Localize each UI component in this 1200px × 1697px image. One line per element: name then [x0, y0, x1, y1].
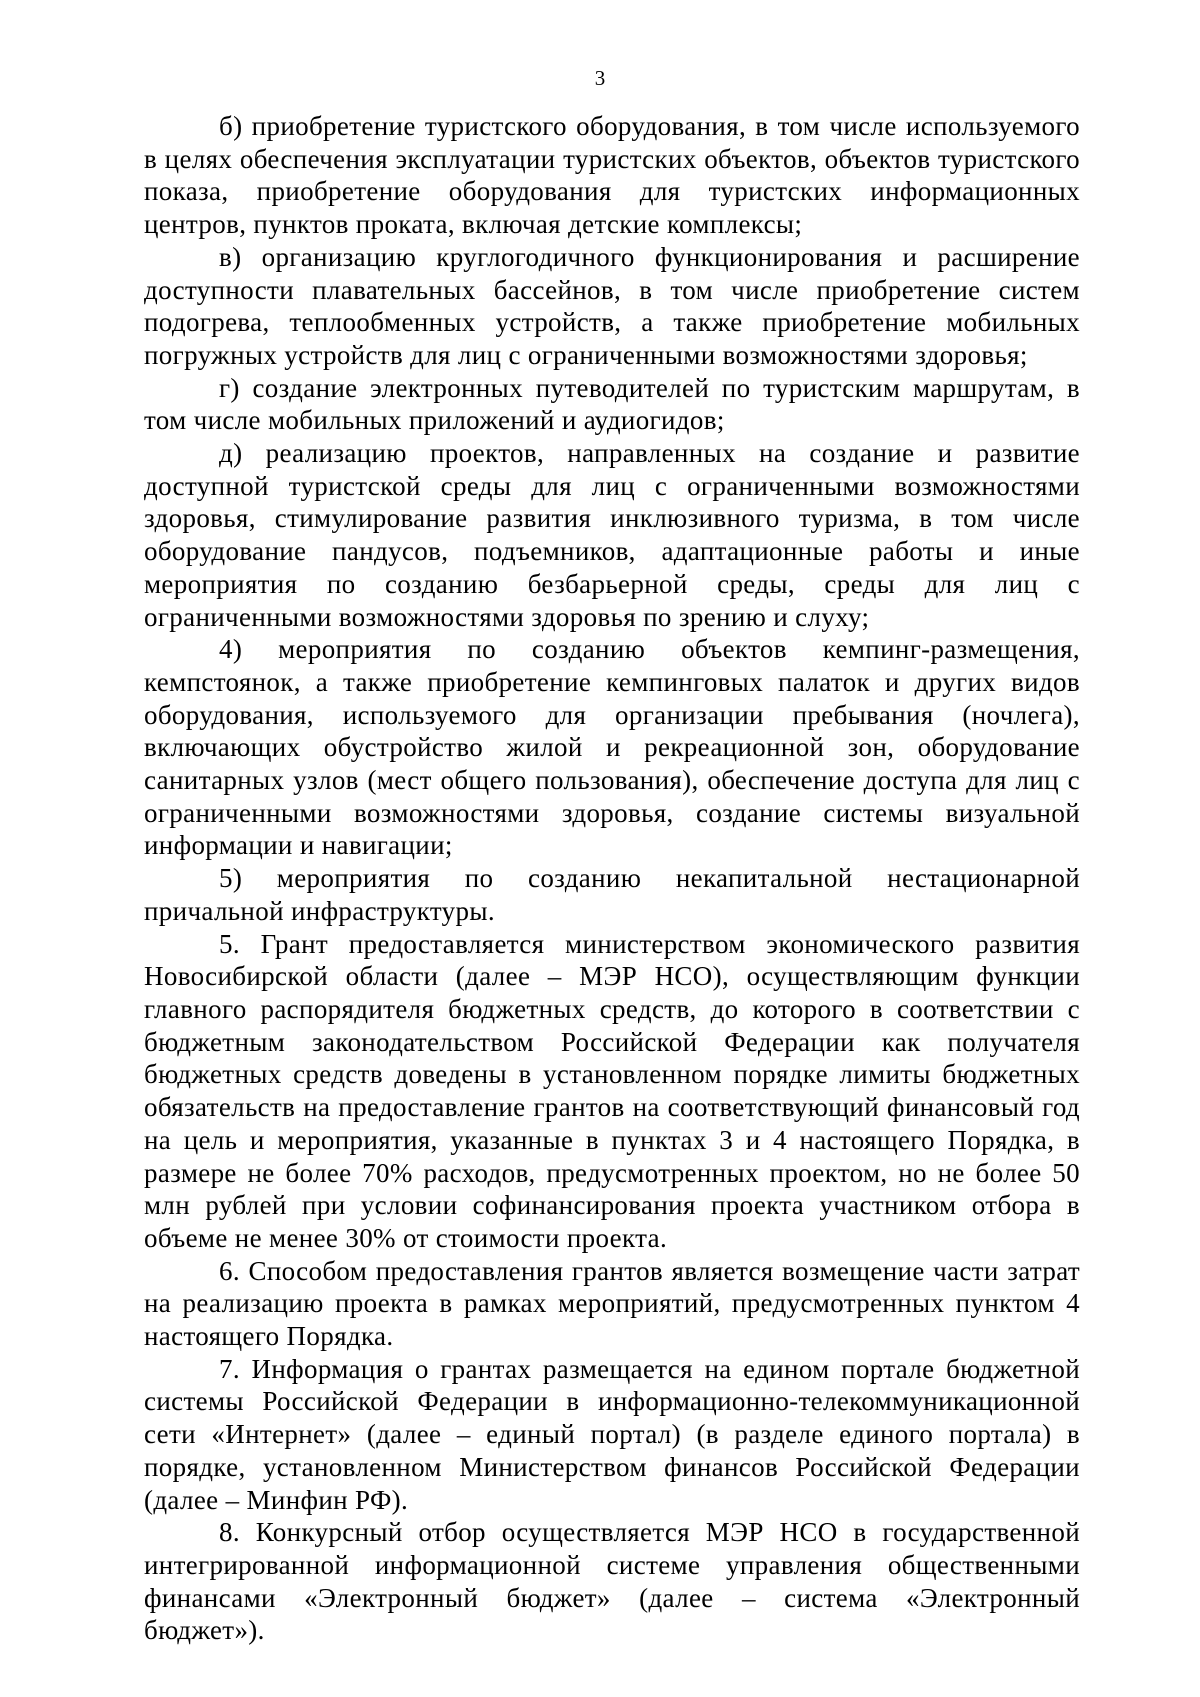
paragraph-item-5-mooring-infrastructure: 5) мероприятия по созданию некапитальной нестационарной причальной инфраструктуры.: [144, 863, 1080, 926]
paragraph-item-g-electronic-guides: г) создание электронных путеводителей по туристским маршрутам, в том числе мобильных приложений и аудиогидов;: [144, 372, 1080, 436]
paragraph-clause-6-grant-method: 6. Способом предоставления грантов является возмещение части затрат на реализацию проекта в рамках мероприятий, предусмотренных пунктом 4 настоящего Порядка.: [144, 1255, 1080, 1352]
paragraph-item-b-tourist-equipment: б) приобретение туристского оборудования, в том числе используемого в целях обеспечения эксплуатации туристских объектов, объектов туристского показа, приобретение оборудования для туристских информационных центров, пунктов проката, включая детские комплексы;: [144, 111, 1080, 240]
paragraph-item-4-camping: 4) мероприятия по созданию объектов кемпинг-размещения, кемпстоянок, а также приобретение кемпинговых палаток и других видов оборудования, используемого для организации пребывания (ночлега), включающих обустройство жилой и рекреационной зон, оборудование санитарных узлов (мест общего пользования), обеспечение доступа для лиц с ограниченными возможностями здоровья, создание системы визуальной информации и навигации;: [144, 634, 1080, 861]
paragraph-clause-7-grant-information: 7. Информация о грантах размещается на едином портале бюджетной системы Российской Федерации в информационно-телекоммуникационной сети «Интернет» (далее – единый портал) (в разделе единого портала) в порядке, установленном Министерством финансов Российской Федерации (далее – Минфин РФ).: [144, 1353, 1080, 1515]
paragraph-clause-5-grant-provision: 5. Грант предоставляется министерством экономического развития Новосибирской области (далее – МЭР НСО), осуществляющим функции главного распорядителя бюджетных средств, до которого в соответствии с бюджетным законодательством Российской Федерации как получателя бюджетных средств доведены в установленном порядке лимиты бюджетных обязательств на предоставление грантов на соответствующий финансовый год на цель и мероприятия, указанные в пунктах 3 и 4 настоящего Порядка, в размере не более 70% расходов, предусмотренных проектом, но не более 50 млн рублей при условии софинансирования проекта участником отбора в объеме не менее 30% от стоимости проекта.: [144, 928, 1080, 1253]
paragraph-item-d-accessible-environment: д) реализацию проектов, направленных на создание и развитие доступной туристской среды для лиц с ограниченными возможностями здоровья, стимулирование развития инклюзивного туризма, в том числе оборудование пандусов, подъемников, адаптационные работы и иные мероприятия по созданию безбарьерной среды, среды для лиц с ограниченными возможностями здоровья по зрению и слуху;: [144, 438, 1080, 632]
document-body: [144, 110, 1080, 1647]
page-number: 3: [594, 66, 606, 90]
paragraph-item-v-swimming-pools: в) организацию круглогодичного функционирования и расширение доступности плавательных бассейнов, в том числе приобретение систем подогрева, теплообменных устройств, а также приобретение мобильных погружных устройств для лиц с ограниченными возможностями здоровья;: [144, 241, 1080, 370]
paragraph-clause-8-competitive-selection: 8. Конкурсный отбор осуществляется МЭР НСО в государственной интегрированной информационной системе управления общественными финансами «Электронный бюджет» (далее – система «Электронный бюджет»).: [144, 1517, 1080, 1646]
